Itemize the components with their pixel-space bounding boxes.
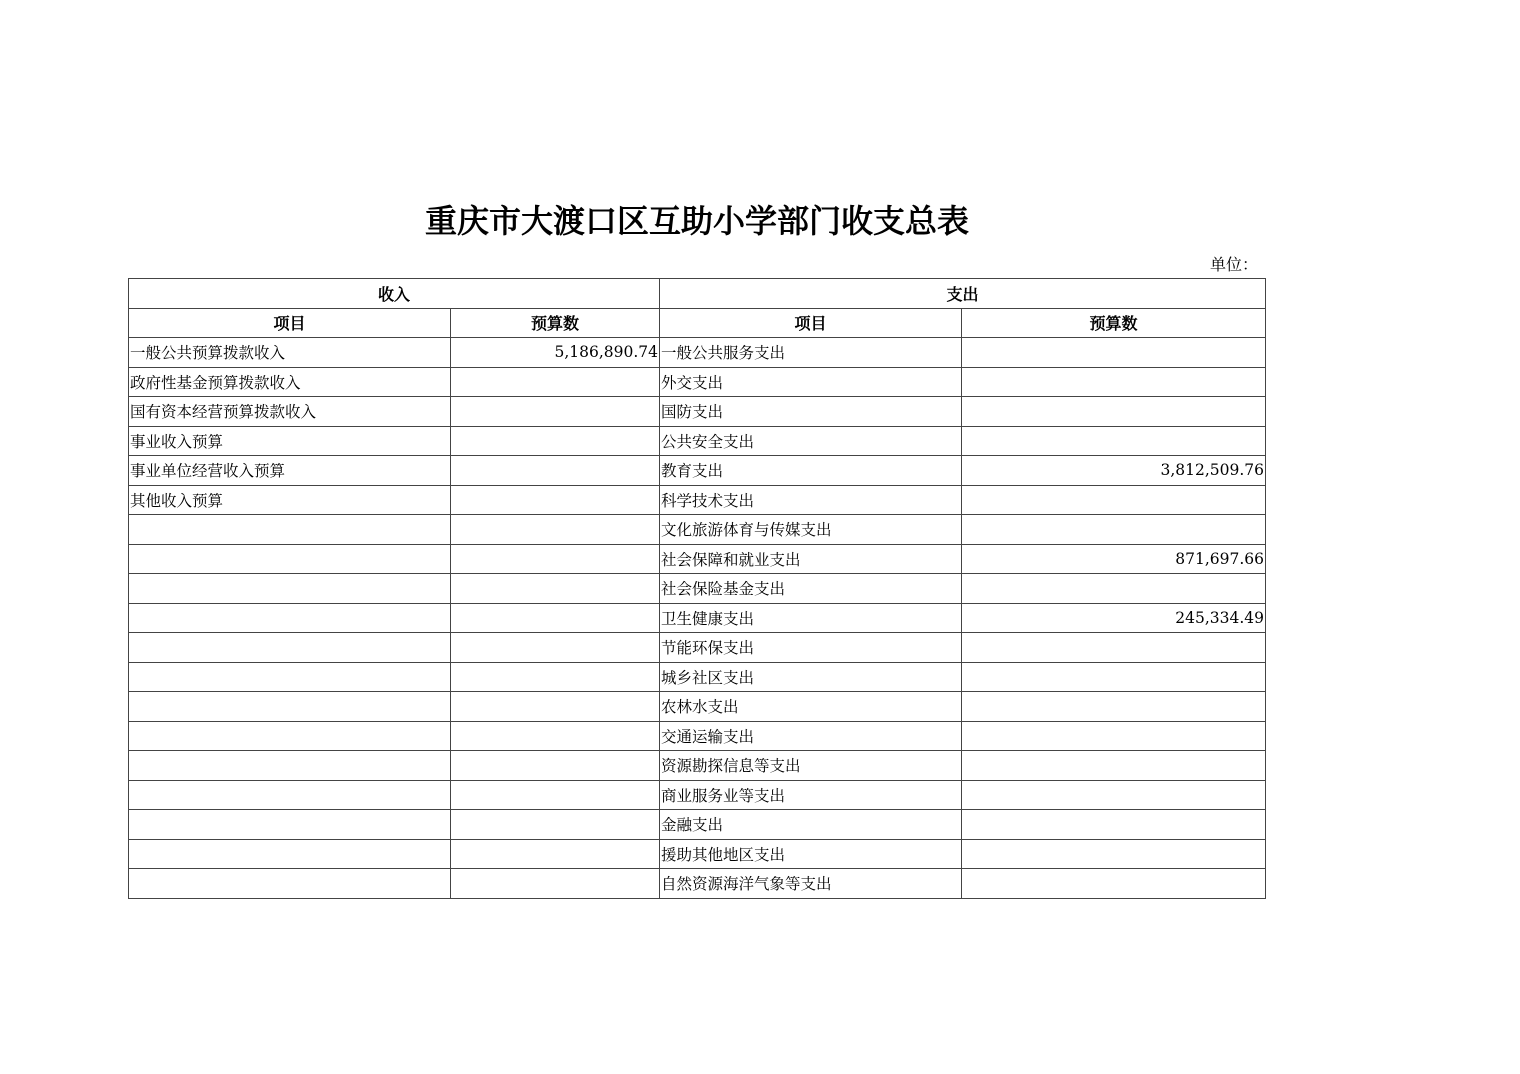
income-item-cell bbox=[129, 574, 451, 604]
expense-budget-cell bbox=[962, 751, 1266, 781]
income-budget-cell bbox=[451, 721, 660, 751]
expense-budget-cell: 245,334.49 bbox=[962, 603, 1266, 633]
expense-budget-cell bbox=[962, 515, 1266, 545]
income-section-header: 收入 bbox=[129, 279, 660, 309]
expense-budget-cell bbox=[962, 485, 1266, 515]
expense-item-cell: 城乡社区支出 bbox=[660, 662, 962, 692]
income-item-cell: 一般公共预算拨款收入 bbox=[129, 338, 451, 368]
expense-item-cell: 自然资源海洋气象等支出 bbox=[660, 869, 962, 899]
table-row bbox=[129, 338, 1266, 368]
expense-budget-cell bbox=[962, 367, 1266, 397]
expense-item-header: 项目 bbox=[660, 308, 962, 338]
expense-budget-cell bbox=[962, 692, 1266, 722]
table-row bbox=[129, 721, 1266, 751]
expense-item-cell: 交通运输支出 bbox=[660, 721, 962, 751]
unit-label: 单位： bbox=[1209, 255, 1258, 274]
expense-item-cell: 金融支出 bbox=[660, 810, 962, 840]
table-row bbox=[129, 633, 1266, 663]
table-row bbox=[129, 780, 1266, 810]
income-item-header: 项目 bbox=[129, 308, 451, 338]
income-budget-cell bbox=[451, 515, 660, 545]
income-budget-cell bbox=[451, 810, 660, 840]
income-budget-cell bbox=[451, 869, 660, 899]
expense-item-cell: 教育支出 bbox=[660, 456, 962, 486]
income-budget-cell bbox=[451, 367, 660, 397]
income-item-cell bbox=[129, 603, 451, 633]
table-row bbox=[129, 397, 1266, 427]
expense-budget-cell bbox=[962, 338, 1266, 368]
expense-budget-cell bbox=[962, 721, 1266, 751]
table-row bbox=[129, 839, 1266, 869]
income-item-cell bbox=[129, 721, 451, 751]
table-row bbox=[129, 485, 1266, 515]
expense-budget-cell bbox=[962, 869, 1266, 899]
income-item-cell bbox=[129, 633, 451, 663]
income-item-cell: 政府性基金预算拨款收入 bbox=[129, 367, 451, 397]
income-budget-cell bbox=[451, 544, 660, 574]
income-budget-cell bbox=[451, 485, 660, 515]
table-row bbox=[129, 869, 1266, 899]
expense-section-header: 支出 bbox=[660, 279, 1266, 309]
expense-item-cell: 文化旅游体育与传媒支出 bbox=[660, 515, 962, 545]
table-row bbox=[129, 662, 1266, 692]
expense-budget-header: 预算数 bbox=[962, 308, 1266, 338]
income-item-cell: 国有资本经营预算拨款收入 bbox=[129, 397, 451, 427]
income-item-cell bbox=[129, 780, 451, 810]
table-row bbox=[129, 426, 1266, 456]
table-row bbox=[129, 544, 1266, 574]
expense-budget-cell: 871,697.66 bbox=[962, 544, 1266, 574]
income-budget-cell bbox=[451, 456, 660, 486]
table-body bbox=[129, 338, 1266, 899]
budget-table bbox=[128, 278, 1266, 899]
expense-item-cell: 外交支出 bbox=[660, 367, 962, 397]
table-row bbox=[129, 515, 1266, 545]
income-budget-cell bbox=[451, 603, 660, 633]
section-header-row bbox=[129, 279, 1266, 309]
table-row bbox=[129, 574, 1266, 604]
table-row bbox=[129, 692, 1266, 722]
table-row bbox=[129, 751, 1266, 781]
income-budget-cell bbox=[451, 692, 660, 722]
income-budget-cell: 5,186,890.74 bbox=[451, 338, 660, 368]
income-item-cell bbox=[129, 810, 451, 840]
income-item-cell: 事业收入预算 bbox=[129, 426, 451, 456]
expense-budget-cell bbox=[962, 633, 1266, 663]
income-item-cell bbox=[129, 839, 451, 869]
expense-item-cell: 节能环保支出 bbox=[660, 633, 962, 663]
income-item-cell bbox=[129, 544, 451, 574]
income-budget-cell bbox=[451, 751, 660, 781]
column-header-row bbox=[129, 308, 1266, 338]
income-budget-header: 预算数 bbox=[451, 308, 660, 338]
income-budget-cell bbox=[451, 574, 660, 604]
expense-item-cell: 援助其他地区支出 bbox=[660, 839, 962, 869]
income-item-cell bbox=[129, 692, 451, 722]
expense-budget-cell bbox=[962, 780, 1266, 810]
expense-budget-cell bbox=[962, 397, 1266, 427]
table-row bbox=[129, 603, 1266, 633]
income-item-cell bbox=[129, 751, 451, 781]
expense-item-cell: 卫生健康支出 bbox=[660, 603, 962, 633]
expense-item-cell: 农林水支出 bbox=[660, 692, 962, 722]
expense-budget-cell bbox=[962, 662, 1266, 692]
income-item-cell: 其他收入预算 bbox=[129, 485, 451, 515]
income-budget-cell bbox=[451, 839, 660, 869]
expense-budget-cell bbox=[962, 574, 1266, 604]
table-row bbox=[129, 367, 1266, 397]
income-item-cell bbox=[129, 515, 451, 545]
page-title: 重庆市大渡口区互助小学部门收支总表 bbox=[424, 202, 969, 240]
expense-budget-cell bbox=[962, 839, 1266, 869]
income-budget-cell bbox=[451, 397, 660, 427]
expense-item-cell: 社会保险基金支出 bbox=[660, 574, 962, 604]
expense-budget-cell bbox=[962, 810, 1266, 840]
table-row bbox=[129, 456, 1266, 486]
expense-item-cell: 社会保障和就业支出 bbox=[660, 544, 962, 574]
expense-item-cell: 国防支出 bbox=[660, 397, 962, 427]
expense-item-cell: 公共安全支出 bbox=[660, 426, 962, 456]
expense-item-cell: 科学技术支出 bbox=[660, 485, 962, 515]
expense-item-cell: 一般公共服务支出 bbox=[660, 338, 962, 368]
income-budget-cell bbox=[451, 662, 660, 692]
income-budget-cell bbox=[451, 633, 660, 663]
income-item-cell bbox=[129, 662, 451, 692]
income-budget-cell bbox=[451, 426, 660, 456]
income-budget-cell bbox=[451, 780, 660, 810]
income-item-cell bbox=[129, 869, 451, 899]
income-item-cell: 事业单位经营收入预算 bbox=[129, 456, 451, 486]
expense-item-cell: 资源勘探信息等支出 bbox=[660, 751, 962, 781]
expense-budget-cell bbox=[962, 426, 1266, 456]
table-row bbox=[129, 810, 1266, 840]
expense-item-cell: 商业服务业等支出 bbox=[660, 780, 962, 810]
expense-budget-cell: 3,812,509.76 bbox=[962, 456, 1266, 486]
